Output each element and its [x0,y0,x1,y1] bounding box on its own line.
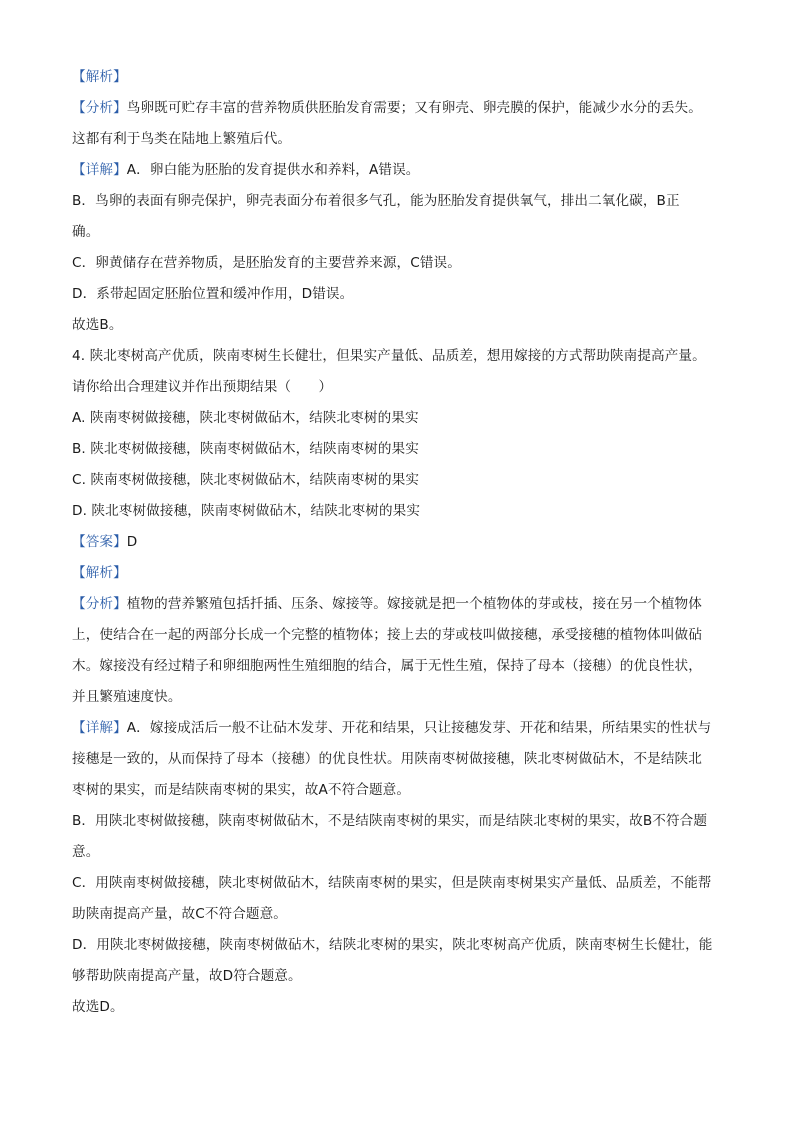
text-line [72,868,724,899]
line-text: 助陕南提高产量，故C不符合题意。 [72,906,287,922]
section-heading-analysis [72,62,724,93]
text-line [72,682,724,713]
line-text: D．用陕北枣树做接穗，陕南枣树做砧木，结陕北枣树的果实，陕北枣树高产优质，陕南枣树生长健壮，能 [72,937,713,953]
text-line [72,124,724,155]
line-text: 接穗是一致的，从而保持了母本（接穗）的优良性状。用陕南枣树做接穗，陕北枣树做砧木，不是结陕北 [72,751,702,767]
line-text: A. 陕南枣树做接穗，陕北枣树做砧木，结陕北枣树的果实 [72,410,419,426]
line-text: 鸟卵既可贮存丰富的营养物质供胚胎发育需要；又有卵壳、卵壳膜的保护，能减少水分的丢失。 [126,100,702,116]
text-line [72,372,724,403]
line-text: 并且繁殖速度快。 [72,689,182,705]
option-c [72,465,724,496]
line-text: 请你给出合理建议并作出预期结果（ ） [72,379,333,395]
text-line [72,961,724,992]
line-text: 故选D。 [72,999,124,1015]
text-line [72,837,724,868]
line-text: 枣树的果实，而是结陕南枣树的果实，故A不符合题意。 [72,782,411,798]
conclusion-line [72,992,724,1023]
option-b [72,434,724,465]
section-tag: 【答案】 [72,534,127,550]
document-body [72,62,724,1023]
section-heading-analysis [72,558,724,589]
analysis-paragraph [72,589,724,620]
section-tag: 【解析】 [72,69,127,85]
text-line [72,744,724,775]
line-text: 4. 陕北枣树高产优质，陕南枣树生长健壮，但果实产量低、品质差，想用嫁接的方式帮助陕南提高产量。 [72,348,706,364]
line-text: 植物的营养繁殖包括扦插、压条、嫁接等。嫁接就是把一个植物体的芽或枝，接在另一个植物体 [126,596,702,612]
answer-line [72,527,724,558]
detail-paragraph [72,155,724,186]
line-text: D [126,534,138,550]
text-line [72,930,724,961]
text-line [72,775,724,806]
section-tag: 【分析】 [72,596,127,612]
line-text: 够帮助陕南提高产量，故D符合题意。 [72,968,302,984]
text-line [72,620,724,651]
text-line [72,651,724,682]
section-tag: 【详解】 [72,162,127,178]
line-text: B．鸟卵的表面有卵壳保护，卵壳表面分布着很多气孔，能为胚胎发育提供氧气，排出二氧化碳，B正 [72,193,680,209]
text-line [72,279,724,310]
line-text: D．系带起固定胚胎位置和缓冲作用，D错误。 [72,286,354,302]
section-tag: 【解析】 [72,565,127,581]
text-line [72,217,724,248]
question-4-stem [72,341,724,372]
line-text: A．嫁接成活后一般不让砧木发芽、开花和结果，只让接穗发芽、开花和结果，所结果实的性状与 [126,720,712,736]
line-text: 上，使结合在一起的两部分长成一个完整的植物体；接上去的芽或枝叫做接穗，承受接穗的植物体叫做砧 [72,627,702,643]
line-text: C．卵黄储存在营养物质，是胚胎发育的主要营养来源，C错误。 [72,255,461,271]
line-text: B. 陕北枣树做接穗，陕南枣树做砧木，结陕南枣树的果实 [72,441,419,457]
line-text: 故选B。 [72,317,123,333]
analysis-paragraph [72,93,724,124]
conclusion-line [72,310,724,341]
option-d [72,496,724,527]
line-text: 木。嫁接没有经过精子和卵细胞两性生殖细胞的结合，属于无性生殖，保持了母本（接穗）的优良性状， [72,658,702,674]
text-line [72,248,724,279]
text-line [72,899,724,930]
line-text: D. 陕北枣树做接穗，陕南枣树做砧木，结陕北枣树的果实 [72,503,421,519]
line-text: 确。 [72,224,100,240]
text-line [72,806,724,837]
line-text: B．用陕北枣树做接穗，陕南枣树做砧木，不是结陕南枣树的果实，而是结陕北枣树的果实，故B不符合题 [72,813,708,829]
section-tag: 【详解】 [72,720,127,736]
line-text: C．用陕南枣树做接穗，陕北枣树做砧木，结陕南枣树的果实，但是陕南枣树果实产量低、品质差，不能帮 [72,875,712,891]
line-text: C. 陕南枣树做接穗，陕北枣树做砧木，结陕南枣树的果实 [72,472,420,488]
detail-paragraph [72,713,724,744]
section-tag: 【分析】 [72,100,127,116]
text-line [72,186,724,217]
line-text: 这都有利于鸟类在陆地上繁殖后代。 [72,131,292,147]
line-text: 意。 [72,844,100,860]
option-a [72,403,724,434]
line-text: A．卵白能为胚胎的发育提供水和养料，A错误。 [126,162,420,178]
